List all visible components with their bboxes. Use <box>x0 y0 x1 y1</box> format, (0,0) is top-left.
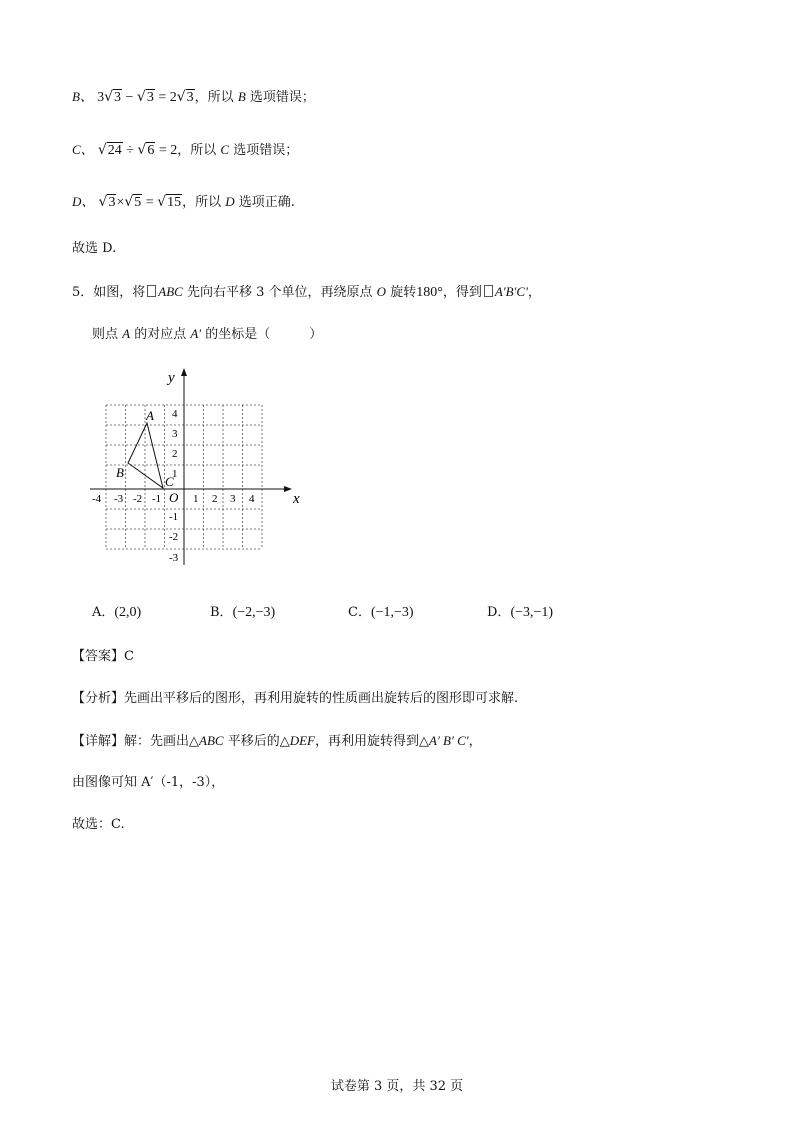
coordinate-figure <box>88 365 308 575</box>
option-c-conclusion-pre: ，所以 <box>177 143 221 158</box>
option-c-op: ÷ <box>122 143 138 158</box>
x-tick-label: -3 <box>114 493 124 505</box>
detail-text-4: ， <box>468 734 482 749</box>
option-d-letter: D、 <box>72 194 95 209</box>
option-b-rad2: 3 <box>146 90 154 105</box>
option-b-letter: B、 <box>72 89 93 104</box>
question-line2-pre: 则点 <box>92 327 123 342</box>
choice-b-value: (−2,−3) <box>232 605 276 620</box>
y-tick-label: 1 <box>172 468 178 480</box>
detail-tri3: A′ B′ C′ <box>429 733 469 748</box>
option-c-conclusion-letter: C <box>220 142 230 157</box>
sqrt-symbol: √ <box>124 194 134 210</box>
question-line2-mid: 的对应点 <box>130 327 191 342</box>
detail-line-3: 故选：C. <box>72 817 125 832</box>
sqrt-symbol: √ <box>98 194 108 210</box>
choice-a-letter: A． <box>92 605 115 620</box>
question-text-2: 先向右平移 3 个单位，再绕原点 <box>182 285 377 300</box>
detail-label: 【详解】 <box>72 734 125 749</box>
choice-d-letter: D． <box>487 605 511 620</box>
sqrt-symbol: √ <box>136 89 146 105</box>
coordinate-svg <box>88 365 308 575</box>
x-tick-label: 3 <box>230 493 236 505</box>
origin-label: O <box>169 490 179 505</box>
detail-text-2: 平移后的△ <box>223 734 290 749</box>
option-c-rad1: 24 <box>107 143 122 158</box>
y-tick-label: 4 <box>172 408 178 420</box>
x-axis-label: x <box>293 491 300 507</box>
question-text-1: 如图，将 <box>93 285 146 300</box>
question-angle: 180° <box>416 285 443 300</box>
y-tick-label: 2 <box>172 448 178 460</box>
question-line2-post: 的坐标是（ ） <box>201 327 323 342</box>
option-d-solution <box>72 193 295 212</box>
choice-c-letter: C． <box>348 605 371 620</box>
x-tick-label: -1 <box>152 493 162 505</box>
choice-c-value: (−1,−3) <box>370 605 414 620</box>
sqrt-symbol: √ <box>137 142 147 158</box>
question-text-4: ，得到 <box>442 285 482 300</box>
point-a-label: A <box>146 408 154 423</box>
option-c-conclusion-post: 选项错误； <box>229 143 299 158</box>
detail-line-1 <box>72 732 482 751</box>
option-b-rad3: 3 <box>186 90 194 105</box>
x-tick-label: -2 <box>133 493 143 505</box>
detail-text-1: 解：先画出△ <box>124 734 200 749</box>
question-line2-a2: A′ <box>190 326 202 341</box>
option-d-eq: = <box>142 195 158 210</box>
option-d-conclusion-post: 选项正确. <box>234 195 295 210</box>
question-origin: O <box>376 284 387 299</box>
option-b-conclusion-post: 选项错误； <box>245 90 315 105</box>
analysis-text: 先画出平移后的图形，再利用旋转的性质画出旋转后的图形即可求解. <box>124 691 519 706</box>
option-b-solution <box>72 88 315 107</box>
question-5-line-2 <box>92 325 322 344</box>
y-tick-label: -2 <box>169 531 179 543</box>
answer-label: 【答案】 <box>72 649 125 664</box>
choice-b <box>210 604 275 622</box>
choice-d-value: (−3,−1) <box>510 605 554 620</box>
choice-a <box>92 604 141 622</box>
choice-a-value: (2,0) <box>114 605 142 620</box>
option-c-eq: = 2 <box>155 143 178 158</box>
x-tick-label: 1 <box>193 493 199 505</box>
triangle-box-icon <box>484 285 493 297</box>
choice-c <box>348 604 414 622</box>
x-tick-label: 4 <box>249 493 255 505</box>
option-b-conclusion-pre: ，所以 <box>194 90 238 105</box>
question-tri-name: ABC <box>158 284 183 299</box>
question-number: 5． <box>72 285 94 300</box>
y-axis-arrow-icon <box>181 368 187 376</box>
option-d-op: × <box>116 195 125 210</box>
question-text-3: 旋转 <box>386 285 417 300</box>
detail-tri2: DEF <box>289 733 315 748</box>
sqrt-symbol: √ <box>104 89 114 105</box>
detail-tri1: ABC <box>199 733 224 748</box>
detail-line-2: 由图像可知 A′（-1，-3）， <box>72 775 225 790</box>
answer-line <box>72 648 134 666</box>
analysis-line <box>72 690 518 708</box>
y-tick-label: -3 <box>169 552 179 564</box>
option-b-conclusion-letter: B <box>237 89 246 104</box>
detail-text-3: ，再利用旋转得到△ <box>315 734 429 749</box>
question-text-5: ， <box>527 285 541 300</box>
option-b-rad1: 3 <box>114 90 122 105</box>
option-b-op: − <box>122 90 137 105</box>
triangle-box-icon <box>147 285 156 297</box>
choice-d <box>487 604 553 622</box>
option-c-solution <box>72 141 298 160</box>
option-b-eq: = 2 <box>154 90 177 105</box>
answer-value: C <box>124 649 134 664</box>
x-axis-arrow-icon <box>284 486 292 492</box>
triangle-abc <box>128 423 163 488</box>
option-d-conclusion-pre: ，所以 <box>182 195 226 210</box>
option-d-conclusion-letter: D <box>225 194 235 209</box>
x-tick-label: -4 <box>92 493 102 505</box>
y-axis-label: y <box>168 370 175 386</box>
question-tri-image: A′B′C′ <box>494 284 528 299</box>
option-b-coef: 3 <box>97 90 105 105</box>
page-footer: 试卷第 3 页，共 32 页 <box>330 1079 464 1094</box>
question-5-line-1 <box>72 283 541 302</box>
option-c-rad2: 6 <box>147 143 155 158</box>
option-d-rad3: 15 <box>167 195 182 210</box>
x-tick-label: 2 <box>212 493 218 505</box>
sqrt-symbol: √ <box>176 89 186 105</box>
choice-b-letter: B． <box>210 605 233 620</box>
sqrt-symbol: √ <box>97 142 107 158</box>
option-c-letter: C、 <box>72 142 94 157</box>
y-tick-label: 3 <box>172 428 178 440</box>
point-b-label: B <box>116 465 124 480</box>
choose-d-text: 故选 D. <box>72 241 117 256</box>
y-tick-label: -1 <box>169 511 179 523</box>
point-c-label: C <box>165 474 174 489</box>
option-d-rad2: 5 <box>134 195 142 210</box>
option-d-rad1: 3 <box>108 195 116 210</box>
question-line2-a: A <box>122 326 131 341</box>
analysis-label: 【分析】 <box>72 691 125 706</box>
sqrt-symbol: √ <box>157 194 167 210</box>
